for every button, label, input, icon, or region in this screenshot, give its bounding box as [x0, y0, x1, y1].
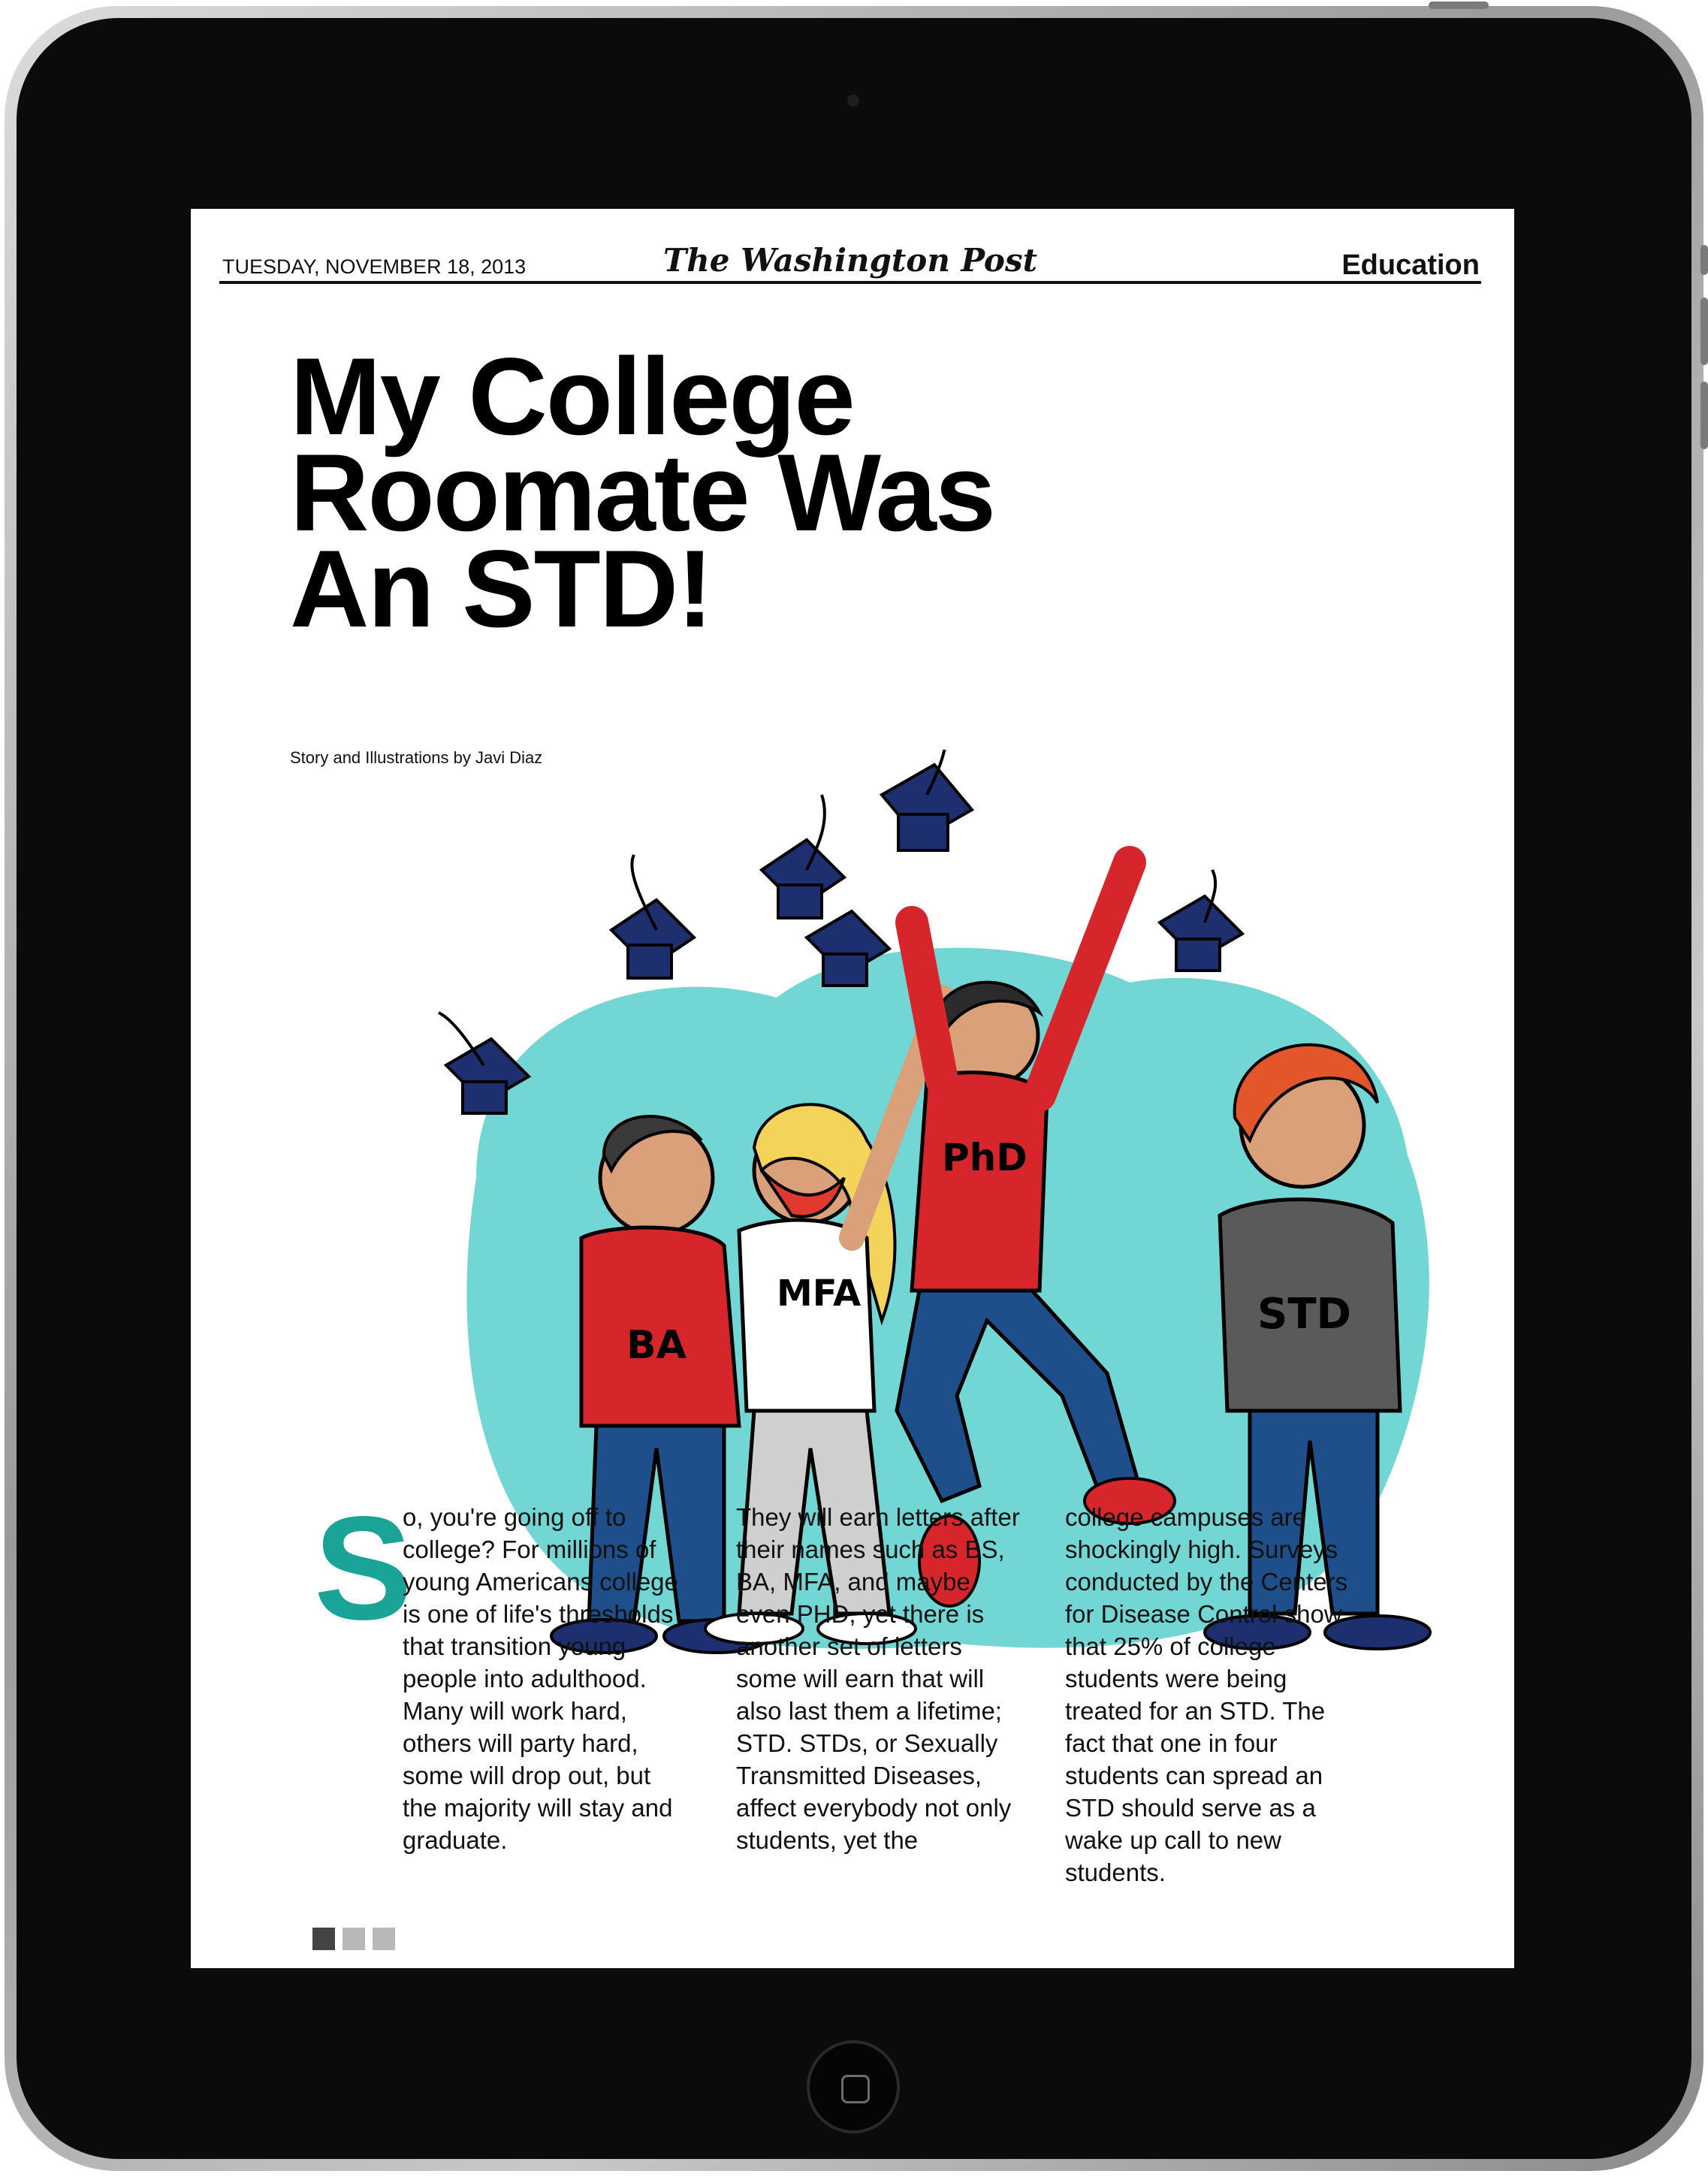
svg-text:PhD: PhD [942, 1136, 1028, 1179]
newspaper-name: The Washington Post [663, 242, 1037, 279]
masthead [219, 242, 1481, 284]
article-column-3: college campuses are shockingly high. Surveys conducted by the Centers for Disease Control show that 25% of college students were being treated for an STD. The fact that one in four students can spread an STD should serve as a wake up call to new students. [1065, 1503, 1348, 1886]
headline-line: An STD! [290, 527, 712, 650]
svg-text:BA: BA [626, 1323, 687, 1368]
volume-down-button[interactable] [1700, 382, 1708, 449]
sleep-button[interactable] [1429, 2, 1489, 9]
byline: Story and Illustrations by Javi Diaz [290, 748, 543, 767]
headline [290, 335, 994, 650]
home-square-icon [841, 2075, 870, 2103]
grad-cap-1-icon [611, 855, 694, 978]
grad-cap-5-icon [1160, 870, 1242, 971]
drop-cap: S [314, 1486, 412, 1650]
volume-switch[interactable] [1700, 245, 1708, 275]
section-label[interactable]: Education [1341, 249, 1480, 281]
svg-text:STD: STD [1257, 1290, 1352, 1339]
grad-cap-2-icon [762, 795, 844, 918]
headline-line: My College [290, 335, 854, 457]
page-indicator [312, 1928, 403, 1954]
front-camera [847, 95, 859, 107]
issue-date: TUESDAY, NOVEMBER 18, 2013 [222, 255, 527, 278]
home-button[interactable] [807, 2040, 900, 2133]
page-dot-2[interactable] [343, 1928, 365, 1950]
page-dot-1[interactable] [312, 1928, 335, 1950]
headline-line: Roomate Was [290, 431, 994, 554]
article-column-2: They will earn letters after their names such as BS, BA, MFA, and maybe even PHD, yet there is another set of letters some will earn that will also last them a lifetime; STD. STDs, or Sexually Transmitted Diseases, affect everybody not only students, yet the [736, 1503, 1020, 1854]
volume-up-button[interactable] [1700, 297, 1708, 365]
page-dot-3[interactable] [373, 1928, 395, 1950]
screen [191, 209, 1514, 1968]
article-column-1: o, you're going off to college? For millions of young Americans college is one of life's thresholds that transition young people into adulthood. Many will work hard, others will party hard, some will drop out, but the majority will stay and graduate. [403, 1503, 678, 1854]
svg-text:MFA: MFA [777, 1273, 862, 1315]
grad-cap-3-icon [882, 750, 972, 850]
